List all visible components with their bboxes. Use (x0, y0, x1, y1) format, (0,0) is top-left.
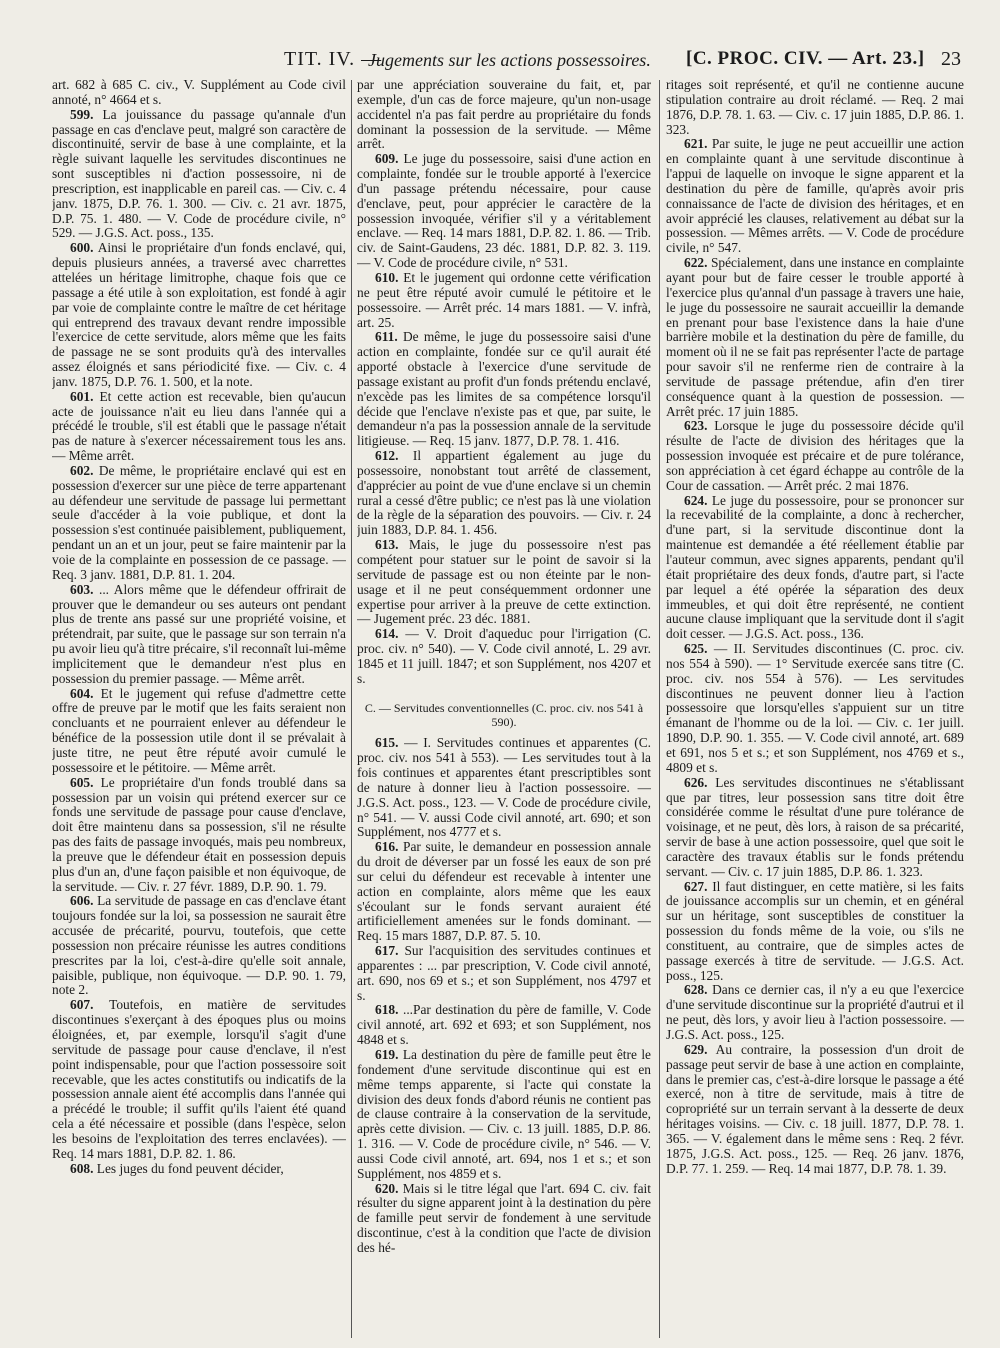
paragraph (666, 880, 964, 984)
paragraph (357, 271, 651, 330)
paragraph-number: 614. (375, 626, 399, 642)
paragraph-text: Le juge du possessoire, saisi d'une action en complainte, fondée sur le trouble apporté à l'exercice d'un passage prétendu nécessaire, pour cause d'enclave, peut, pour apprécier le caractère de la possession invoquée, vérifier s'il y a véritablement enclave. — Req. 14 mars 1881, D.P. 82. 1. 86. — Trib. civ. de Saint-Gaudens, 23 déc. 1881, D.P. 82. 3. 119. — V. Code de procédure civile, n° 531. (357, 151, 651, 271)
paragraph-text: Et le jugement qui ordonne cette vérification ne peut être réputé avoir cumulé le pétitoire et le possessoire. — Arrêt préc. 14 mars 1881. — V. infrà, art. 25. (357, 269, 651, 330)
paragraph-text: art. 682 à 685 C. civ., V. Supplément au Code civil annoté, n° 4664 et s. (52, 78, 346, 107)
paragraph (52, 687, 346, 776)
paragraph-number: 629. (684, 1041, 708, 1057)
column-divider (351, 80, 352, 1338)
paragraph-number: 616. (375, 839, 399, 855)
paragraph-number: 624. (684, 492, 708, 508)
paragraph (357, 627, 651, 686)
paragraph-number: 600. (70, 240, 94, 256)
paragraph (52, 241, 346, 389)
paragraph-number: 605. (70, 774, 94, 790)
page-number: 23 (941, 48, 961, 70)
paragraph-text: Et cette action est recevable, bien qu'aucun acte de jouissance n'ait eu lieu dans l'année qui a précédé le trouble, s'il est établi que le passage n'était pas de nature à s'exercer nécessairement tous les ans. — Même arrêt. (52, 388, 346, 464)
code-reference: [C. PROC. CIV. — Art. 23.] (686, 48, 925, 69)
paragraph-text: Au contraire, la possession d'un droit de passage peut servir de base à une action en complainte, dans le premier cas, c'est-à-dire lorsque le passage a été exercé, non à titre de servitude, mais à titre de copropriété sur un terrain servant à la desserte de deux héritages voisins. — Civ. c. 18 juill. 1877, D.P. 78. 1. 365. — V. également dans le même sens : Req. 2 févr. 1875, J.G.S. Act. poss., 125. — Req. 26 janv. 1876, D.P. 77. 1. 259. — Req. 14 mai 1877, D.P. 78. 1. 39. (666, 1041, 964, 1176)
paragraph-text: Il appartient également au juge du possessoire, nonobstant tout arrêté de classement, d'apprécier au point de vue d'une enclave si un chemin rural a cessé d'être public; ce n'est pas là une violation de la règle de la séparation des pouvoirs. — Civ. r. 24 juin 1883, D.P. 84. 1. 456. (357, 448, 651, 538)
paragraph-number: 615. (375, 735, 399, 751)
paragraph-text: ... Alors même que le défendeur offrirait de prouver que le demandeur ou ses auteurs ont pendant plus de trente ans passé sur une propriété voisine, et prétendrait, par suite, que le passage sur son terrain n'a pu avoir lieu qu'à titre précaire, s'il reconnaît lui-même implicitement que le demandeur n'est plus en possession du premier passage. — Même arrêt. (52, 581, 346, 686)
paragraph-text: Sur l'acquisition des servitudes continues et apparentes : ... par prescription, V. Code civil annoté, art. 690, nos 69 et s.; et son Supplément, nos 4797 et s. (357, 943, 651, 1003)
paragraph-text: Les juges du fond peuvent décider, (96, 1160, 284, 1176)
paragraph-number: 607. (70, 997, 94, 1013)
paragraph (52, 108, 346, 242)
paragraph (52, 998, 346, 1161)
paragraph-text: — V. Droit d'aqueduc pour l'irrigation (C. proc. civ. n° 540). — V. Code civil annoté, L. 29 avr. 1845 et 11 juill. 1847; et son Supplément, nos 4207 et s. (357, 626, 651, 686)
paragraph-number: 604. (70, 685, 94, 701)
paragraph-number: 610. (375, 269, 399, 285)
paragraph-number: 618. (375, 1002, 399, 1018)
paragraph (357, 1048, 651, 1182)
paragraph-text: Par suite, le demandeur en possession annale du droit de déverser par un fossé les eaux de son pré sur celui du défendeur est recevable à intenter une action en complainte, alors même que les eaux s'écoulant sur le fonds servant auraient été artificiellement amenées sur le fonds dominant. — Req. 15 mars 1887, D.P. 87. 5. 10. (357, 839, 651, 944)
paragraph-number: 613. (375, 537, 399, 553)
text-column-2 (357, 78, 651, 1340)
paragraph-text: Mais si le titre légal que l'art. 694 C. civ. fait résulter du signe apparent joint à la destination du père de famille peut servir de fondement à une servitude discontinue, c'est à la condition que l'acte de division des hé- (357, 1180, 651, 1255)
column-divider (659, 80, 660, 1338)
paragraph-number: 621. (684, 136, 708, 152)
paragraph (52, 464, 346, 583)
paragraph-text: La servitude de passage en cas d'enclave étant toujours fondée sur la loi, sa possession ne saurait être accusée de précarité, pourvu, toutefois, que cette possession non précaire réunisse les autres conditions prescrites par la loi, c'est-à-dire qu'elle soit annale, paisible, publique, non équivoque. — D.P. 90. 1. 79, note 2. (52, 893, 346, 998)
paragraph (666, 642, 964, 776)
paragraph (357, 1003, 651, 1048)
paragraph-number: 603. (70, 581, 94, 597)
paragraph-text: Le propriétaire d'un fonds troublé dans sa possession par un voisin qui prétend exercer sur ce fonds une servitude de passage pour cause d'enclave, doit être maintenu dans sa possession, s'il ne résulte pas des faits de passage invoqués, mais peu nombreux, la preuve que le défendeur était en possession depuis plus d'un an, d'une façon paisible et non équivoque, de la servitude. — Civ. r. 27 févr. 1889, D.P. 90. 1. 79. (52, 774, 346, 894)
paragraph-number: 609. (375, 151, 399, 167)
paragraph-number: 611. (375, 329, 398, 345)
paragraph-text: Le juge du possessoire, pour se prononcer sur la recevabilité de la complainte, a donc à rechercher, d'une part, si la servitude discontinue dont la maintenue est demandée a été réellement établie par l'auteur commun, avec signes apparents, pendant qu'il était propriétaire des deux fonds, d'autre part, si l'acte par lequel a été opérée la séparation des deux immeubles, et qui doit être représenté, ne contient aucune clause impliquant que la servitude dont il s'agit doit cesser. — J.G.S. Act. poss., 136. (666, 492, 964, 642)
paragraph-text: Et le jugement qui refuse d'admettre cette offre de preuve par le motif que les faits seraient non concluants et ne pourraient enlever au défendeur le bénéfice de la possession utile dont il se prévalait à juste titre, ne peut être réputé avoir cumulé le possessoire et le pétitoire. — Même arrêt. (52, 685, 346, 775)
paragraph (666, 776, 964, 880)
paragraph-text: La destination du père de famille peut être le fondement d'une servitude discontinue qui est en même temps apparente, si l'acte qui constate la division des deux fonds d'abord réunis ne contient pas de clause contraire à la conservation de la servitude, après cette division. — Civ. c. 13 juill. 1885, D.P. 86. 1. 316. — V. Code de procédure civile, n° 546. — V. aussi Code civil annoté, art. 694, nos 1 et s.; et son Supplément, nos 4859 et s. (357, 1047, 651, 1181)
paragraph-text: Lorsque le juge du possessoire décide qu'il résulte de l'acte de division des héritages que la possession invoquée est précaire et de pure tolérance, son appréciation à cet égard échappe au contrôle de la Cour de cassation. — Arrêt préc. 2 mai 1876. (666, 418, 964, 493)
paragraph (357, 944, 651, 1003)
paragraph (357, 330, 651, 449)
paragraph-text: par une appréciation souveraine du fait, et, par exemple, d'un cas de force majeure, qu'un non-usage accidentel n'a pas fait perdre au propriétaire du fonds dominant la possession de la servitude. — Même arrêt. (357, 78, 651, 152)
paragraph-text: Toutefois, en matière de servitudes discontinues s'exerçant à des époques plus ou moins éloignées, et, par exemple, lorsqu'il s'agit d'une servitude de passage pour cause d'enclave, il n'est point indispensable, pour que l'action possessoire soit recevable, que les actes constitutifs ou indicatifs de la possession annale aient été accomplis dans l'année qui a précédé le trouble; il suffit qu'ils l'aient été quand cela a été nécessaire et possible (dans l'espèce, selon les besoins de l'exploitation des terres enclavées). — Req. 14 mars 1881, D.P. 82. 1. 86. (52, 997, 346, 1161)
paragraph-number: 622. (684, 255, 708, 271)
section-heading: C. — Servitudes conventionnelles (C. proc. civ. nos 541 à 590). (364, 700, 644, 730)
paragraph (666, 419, 964, 493)
paragraph (666, 1043, 964, 1177)
paragraph (357, 78, 651, 152)
paragraph-text: Ainsi le propriétaire d'un fonds enclavé, qui, depuis plusieurs années, a traversé avec charrettes attelées un héritage limitrophe, chaque fois que ce passage a été utile à son exploitation, est fondé à agir par voie de complainte contre le maître de cet héritage qui entreprend des travaux devant rendre impossible l'exercice de cette servitude, alors même que les faits de passage ne se sont produits qu'à des intervalles assez éloignés et sans périodicité fixe. — Civ. c. 4 janv. 1875, D.P. 76. 1. 500, et la note. (52, 240, 346, 389)
paragraph (52, 1162, 346, 1177)
paragraph-number: 628. (684, 982, 708, 998)
paragraph (52, 390, 346, 464)
paragraph (666, 983, 964, 1042)
paragraph-text: Spécialement, dans une instance en complainte ayant pour but de faire cesser le trouble apporté à l'exercice plus qu'annal d'un passage à travers une haie, le juge du possessoire ne saurait accueillir la demande en prenant pour base l'existence dans la haie d'une barrière mobile et la destination du père de famille, du moment où il ne se fait pas représenter l'acte de partage pour savoir s'il ne renferme rien de contraire à la servitude de passage prétendue, afin d'en tirer conséquence quant à la question de possession. — Arrêt préc. 17 juin 1885. (666, 255, 964, 419)
paragraph (52, 78, 346, 108)
paragraph (52, 776, 346, 895)
paragraph (357, 840, 651, 944)
paragraph-number: 612. (375, 448, 399, 464)
paragraph-text: Dans ce dernier cas, il n'y a eu que l'exercice d'une servitude discontinue sur la propriété d'autrui et il ne peut, dès lors, y avoir lieu à l'action possessoire. — J.G.S. Act. poss., 125. (666, 982, 964, 1042)
paragraph-text: La jouissance du passage qu'annale d'un passage en cas d'enclave peut, malgré son caractère de discontinuité, servir de base à une complainte, et la règle suivant laquelle les servitudes discontinues ne sont susceptibles ni d'action possessoire, ni de prescription, est inapplicable en pareil cas. — Civ. c. 4 janv. 1875, D.P. 76. 1. 300. — Civ. c. 21 avr. 1875, D.P. 75. 1. 480. — V. Code de procédure civile, n° 529. — J.G.S. Act. poss., 135. (52, 106, 346, 241)
text-column-1 (52, 78, 346, 1340)
paragraph-text: — II. Servitudes discontinues (C. proc. civ. nos 554 à 590). — 1° Servitude exercée sans titre (C. proc. civ. nos 554 à 576). — Les servitudes discontinues ne peuvent donner lieu à l'action possessoire que lorsqu'elles s'appuient sur un titre émanant de l'homme ou de la loi. — Civ. c. 1er juill. 1890, D.P. 90. 1. 355. — V. Code civil annoté, art. 689 et 691, nos 5 et s.; et son Supplément, nos 4769 et s., 4809 et s. (666, 641, 964, 775)
paragraph-text: Les servitudes discontinues ne s'établissant que par titres, leur possession sans titre doit être considérée comme le résultat d'une pure tolérance de voisinage, et ne peut, dès lors, à raison de sa précarité, servir de base à une action possessoire, quel que soit le caractère des travaux établis sur le fonds prétendu servant. — Civ. c. 17 juin 1885, D.P. 86. 1. 323. (666, 774, 964, 879)
paragraph-text: — I. Servitudes continues et apparentes (C. proc. civ. nos 541 à 553). — Les servitudes tout à la fois continues et apparentes étant prescriptibles sont de nature à donner lieu à l'action possessoire. — J.G.S. Act. poss., 123. — V. Code de procédure civile, n° 541. — V. aussi Code civil annoté, art. 690; et son Supplément, nos 4777 et s. (357, 735, 651, 840)
paragraph (357, 152, 651, 271)
paragraph-number: 608. (70, 1160, 94, 1176)
paragraph-text: Par suite, le juge ne peut accueillir une action en complainte quant à une servitude discontinue à l'appui de laquelle on invoque le signe apparent et la destination du père de famille, qu'après avoir pris connaissance de l'acte de division des héritages, et en avoir apprécié les clauses, relativement au débat sur la possession. — Mêmes arrêts. — V. Code de procédure civile, n° 547. (666, 136, 964, 256)
paragraph (666, 256, 964, 419)
paragraph (666, 137, 964, 256)
paragraph-number: 602. (70, 462, 94, 478)
paragraph-text: Il faut distinguer, en cette matière, si les faits de jouissance accomplis sur un chemin, et en général sur un héritage, sont susceptibles de constituer la possession du fonds même de la voie, ou s'ils ne constituent, au contraire, que de simples actes de passage exercés à titre de servitude. — J.G.S. Act. poss., 125. (666, 878, 964, 983)
paragraph-number: 601. (70, 388, 94, 404)
text-column-3 (666, 78, 964, 1340)
paragraph-number: 623. (684, 418, 708, 434)
paragraph (52, 583, 346, 687)
paragraph (52, 894, 346, 998)
paragraph-text: ritages soit représenté, et qu'il ne contienne aucune stipulation contraire au droit réclamé. — Req. 2 mai 1876, D.P. 78. 1. 63. — Civ. c. 17 juin 1885, D.P. 86. 1. 323. (666, 78, 964, 137)
paragraph-text: ...Par destination du père de famille, V. Code civil annoté, art. 692 et 693; et son Supplément, nos 4848 et s. (357, 1002, 651, 1048)
paragraph-number: 620. (375, 1180, 399, 1196)
paragraph (357, 538, 651, 627)
paragraph-text: Mais, le juge du possessoire n'est pas compétent pour statuer sur le point de savoir si la servitude de passage est ou non éteinte par le non-usage et il ne peut conséquemment ordonner une expertise pour arriver à la preuve de cette extinction. — Jugement préc. 23 déc. 1881. (357, 537, 651, 627)
running-header (0, 48, 1000, 80)
paragraph-number: 626. (684, 774, 708, 790)
paragraph (357, 449, 651, 538)
paragraph-text: De même, le propriétaire enclavé qui est en possession d'exercer sur une pièce de terre appartenant au défendeur une servitude de passage lui permettant seule d'accéder à la voie publique, et dont la possession s'est continuée paisiblement, publiquement, pendant un an et un jour, peut se faire maintenir par la voie de la complainte en possession de ce passage. — Req. 3 janv. 1881, D.P. 81. 1. 204. (52, 462, 346, 582)
paragraph (666, 494, 964, 642)
paragraph-text: De même, le juge du possessoire saisi d'une action en complainte, fondée sur ce qu'il aurait été apporté obstacle à l'exercice d'une servitude de passage existant au profit d'un fonds prétendu enclavé, n'excède pas les limites de sa compétence lorsqu'il décide que l'enclave n'existe pas et que, par suite, le demandeur n'a pas la possession annale de la servitude litigieuse. — Req. 15 janv. 1877, D.P. 78. 1. 416. (357, 329, 651, 449)
paragraph-number: 625. (684, 641, 708, 657)
title-number: TIT. IV. — (284, 48, 383, 70)
paragraph-number: 619. (375, 1047, 399, 1062)
chapter-subject: Jugements sur les actions possessoires. (368, 50, 651, 70)
paragraph-number: 599. (70, 106, 94, 122)
paragraph (357, 736, 651, 840)
paragraph-number: 627. (684, 878, 708, 894)
paragraph-number: 606. (70, 893, 94, 909)
paragraph (357, 1182, 651, 1256)
paragraph-number: 617. (375, 943, 399, 959)
paragraph (666, 78, 964, 137)
